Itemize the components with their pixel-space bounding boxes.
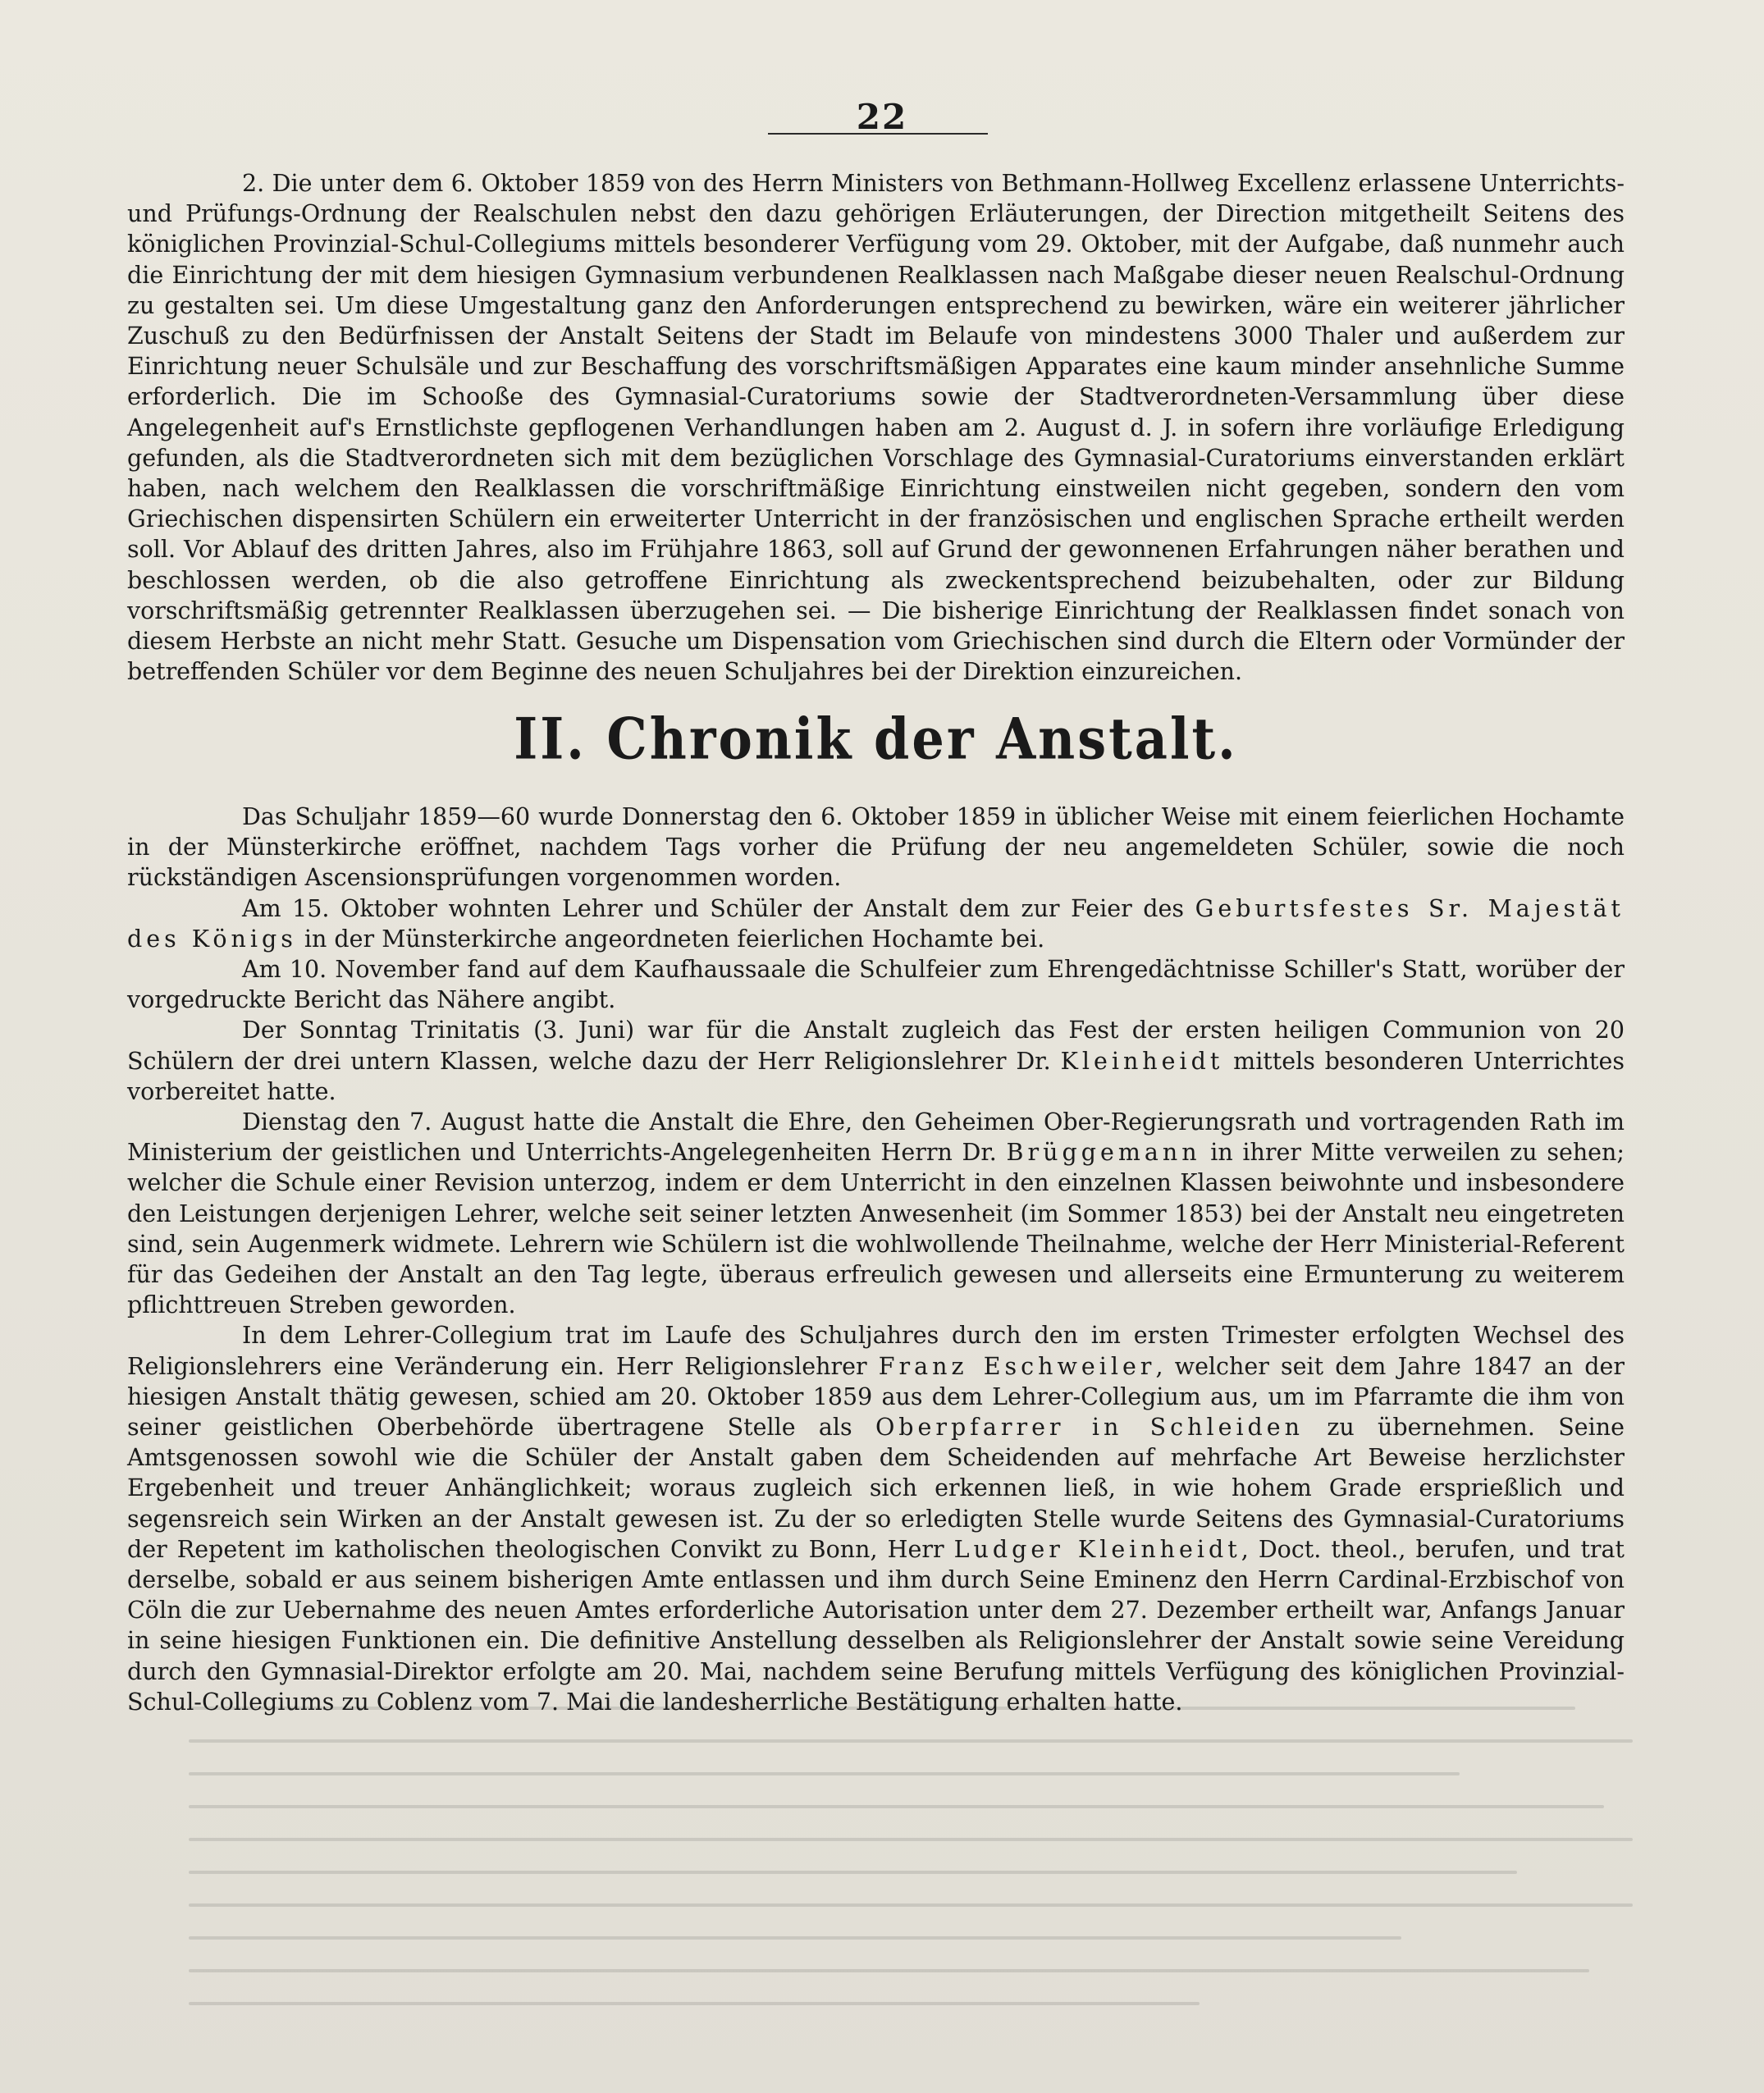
paragraph-revision [127,1107,1625,1320]
section-one-text [127,168,1625,687]
emphasis-bruggemann: Brüggemann [1006,1139,1201,1167]
paragraph-lehrercollegium [127,1320,1625,1717]
paragraph-geburtsfest [127,893,1625,954]
emphasis-geburtsfest: Geburtsfestes Sr. Majestät des Königs [127,894,1625,953]
text-run: in der Münsterkirche angeordneten feierlichen Hochamte bei. [296,925,1045,953]
page-number-rule [768,133,988,135]
page-number: 22 [856,97,908,137]
text-run: Am 15. Oktober wohnten Lehrer und Schüler der Anstalt dem zur Feier des [242,894,1195,922]
emphasis-eschweiler: Franz Eschweiler [878,1352,1156,1380]
text-run: , welcher seit dem Jahre 1847 an der hiesigen Anstalt thätig gewesen, schied am 20. Oktober 1859 aus dem Lehrer-Collegium aus, um im Pfarramte die ihm von seiner geistlichen Oberbehörde übertragene Stelle als [127,1352,1625,1442]
text-run: , Doct. theol., berufen, und trat derselbe, sobald er aus seinem bisherigen Amte entlassen und ihm durch Seine Eminenz den Herrn Cardinal-Erzbischof von Cöln die zur Uebernahme des neuen Amtes erforderliche Autorisation unter dem 27. Dezember ertheilt war, Anfangs Januar in seine hiesigen Funktionen ein. Die definitive Anstellung desselben als Religionslehrer der Anstalt sowie seine Vereidung durch den Gymnasial-Direktor erfolgte am 20. Mai, nachdem seine Berufung mittels Verfügung des königlichen Provinzial-Schul-Collegiums zu Coblenz vom 7. Mai die landesherrliche Bestätigung erhalten hatte. [127,1535,1625,1716]
chronicle-text [127,802,1625,1717]
text-run: In dem Lehrer-Collegium trat im Laufe des Schuljahres durch den im ersten Trimester erfolgten Wechsel des Religionslehrers eine Veränderung ein. Herr Religionslehrer [127,1322,1625,1380]
text-run: mittels besonderen Unterrichtes vorbereitet hatte. [127,1047,1625,1105]
text-run: in ihrer Mitte verweilen zu sehen; welcher die Schule einer Revision unterzog, indem er dem Unterricht in den einzelnen Klassen beiwohnte und insbesondere den Leistungen derjenigen Lehrer, welche seit seiner letzten Anwesenheit (im Sommer 1853) bei der Anstalt neu eingetreten sind, sein Augenmerk widmete. Lehrern wie Schülern ist die wohlwollende Theilnahme, welche der Herr Ministerial-Referent für das Gedeihen der Anstalt an den Tag legte, überaus erfreulich gewesen und allerseits eine Ermunterung zu weiterem pflichttreuen Streben geworden. [127,1139,1625,1319]
text-run: Dienstag den 7. August hatte die Anstalt die Ehre, den Geheimen Ober-Regierungsrath und vortragenden Rath im Ministerium der geistlichen und Unterrichts-Angelegenheiten Herrn Dr. [127,1108,1625,1167]
emphasis-ludger-kleinheidt: Ludger Kleinheidt [953,1535,1241,1563]
emphasis-kleinheidt: Kleinheidt [1060,1047,1224,1075]
paragraph-schillerfeier: Am 10. November fand auf dem Kaufhaussaale die Schulfeier zum Ehrengedächtnisse Schiller's Statt, worüber der vorgedruckte Bericht das Nähere angibt. [127,956,1625,1014]
emphasis-oberpfarrer: Oberpfarrer in Schleiden [875,1414,1305,1442]
text-run: Der Sonntag Trinitatis (3. Juni) war für die Anstalt zugleich das Fest der ersten heiligen Communion von 20 Schülern der drei untern Klassen, welche dazu der Herr Religionslehrer Dr. [127,1017,1625,1075]
text-run: zu übernehmen. Seine Amtsgenossen sowohl wie die Schüler der Anstalt gaben dem Scheidenden auf mehrfache Art Beweise herzlichster Ergebenheit und treuer Anhänglichkeit; woraus zugleich sich erkennen ließ, in wie hohem Grade ersprießlich und segensreich sein Wirken an der Anstalt gewesen ist. Zu der so erledigten Stelle wurde Seitens des Gymnasial-Curatoriums der Repetent im katholischen theologischen Convikt zu Bonn, Herr [127,1414,1625,1563]
bleed-through-text [189,1707,1633,2068]
paragraph-communion [127,1015,1625,1107]
paragraph-prufungsordnung: 2. Die unter dem 6. Oktober 1859 von des Herrn Ministers von Bethmann-Hollweg Excellenz erlassene Unterrichts- und Prüfungs-Ordnung der Realschulen nebst den dazu gehörigen Erläuterungen, der Direction mitgetheilt Seitens des königlichen Provinzial-Schul-Collegiums mittels besonderer Verfügung vom 29. Oktober, mit der Aufgabe, daß nunmehr auch die Einrichtung der mit dem hiesigen Gymnasium verbundenen Realklassen nach Maßgabe dieser neuen Realschul-Ordnung zu gestalten sei. Um diese Umgestaltung ganz den Anforderungen entsprechend zu bewirken, wäre ein weiterer jährlicher Zuschuß zu den Bedürfnissen der Anstalt Seitens der Stadt im Belaufe von mindestens 3000 Thaler und außerdem zur Einrichtung neuer Schulsäle und zur Beschaffung des vorschriftsmäßigen Apparates eine kaum minder ansehnliche Summe erforderlich. Die im Schooße des Gymnasial-Curatoriums sowie der Stadtverordneten-Versammlung über diese Angelegenheit auf's Ernstlichste gepflogenen Verhandlungen haben am 2. August d. J. in sofern ihre vorläufige Erledigung gefunden, als die Stadtverordneten sich mit dem bezüglichen Vorschlage des Gymnasial-Curatoriums einverstanden erklärt haben, nach welchem den Realklassen die vorschriftmäßige Einrichtung einstweilen nicht gegeben, sondern den vom Griechischen dispensirten Schülern ein erweiterter Unterricht in der französischen und englischen Sprache ertheilt werden soll. Vor Ablauf des dritten Jahres, also im Frühjahre 1863, soll auf Grund der gewonnenen Erfahrungen näher berathen und beschlossen werden, ob die also getroffene Einrichtung als zweckentsprechend beizubehalten, oder zur Bildung vorschriftsmäßig getrennter Realklassen überzugehen sei. — Die bisherige Einrichtung der Realklassen findet sonach von diesem Herbste an nicht mehr Statt. Gesuche um Dispensation vom Griechischen sind durch die Eltern oder Vormünder der betreffenden Schüler vor dem Beginne des neuen Schuljahres bei der Direktion einzureichen. [127,170,1625,686]
section-heading: II. Chronik der Anstalt. [514,705,1238,773]
paragraph-schuljahr: Das Schuljahr 1859—60 wurde Donnerstag den 6. Oktober 1859 in üblicher Weise mit einem feierlichen Hochamte in der Münsterkirche eröffnet, nachdem Tags vorher die Prüfung der neu angemeldeten Schüler, sowie die noch rückständigen Ascensionsprüfungen vorgenommen worden. [127,803,1625,892]
